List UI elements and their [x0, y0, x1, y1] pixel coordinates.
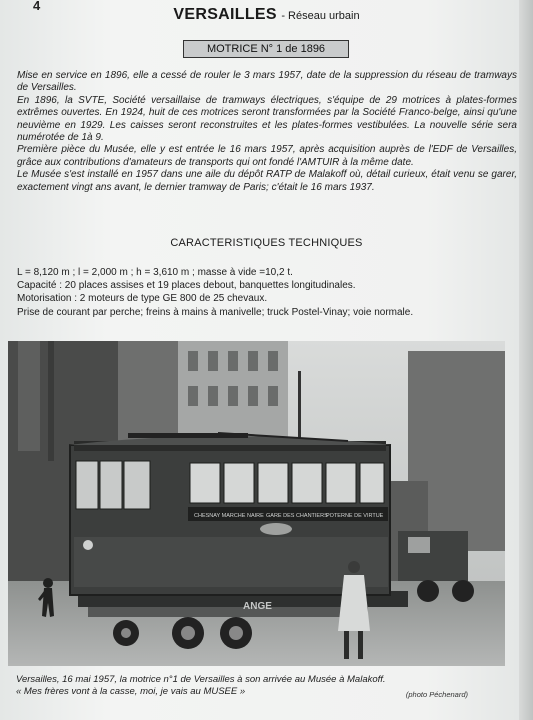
spec-line: Motorisation : 2 moteurs de type GE 800 de 25 chevaux. [17, 293, 268, 305]
spec-line: Capacité : 20 places assises et 19 places debout, banquettes longitudinales. [17, 280, 356, 292]
photo-credit: (photo Péchenard) [405, 690, 468, 699]
intro-paragraph: Mise en service en 1896, elle a cessé de rouler le 3 mars 1957, date de la suppression du réseau de tramways de Versailles. [17, 70, 517, 94]
trailer-text: ANGE [243, 601, 272, 612]
tram-photo-illustration [8, 341, 505, 666]
page-number: 4 [33, 0, 41, 13]
title-main: VERSAILLES [173, 6, 277, 23]
page-edge [519, 0, 533, 720]
tram-board-left: CHESNAY MARCHE NAIRE [194, 513, 264, 519]
intro-paragraph: Première pièce du Musée, elle y est entrée le 16 mars 1957, après acquisition auprès de l'EDF de Versailles, grâce aux contributions d'amateurs de transports qui ont fondé l'AMTUIR à la même date. [17, 144, 517, 168]
tram-photo [8, 341, 505, 666]
intro-text [17, 70, 517, 194]
document-title [0, 6, 533, 24]
vehicle-badge: MOTRICE N° 1 de 1896 [183, 40, 349, 58]
tram-board-mid: GARE DES CHANTIERS [266, 513, 328, 519]
intro-paragraph: En 1896, la SVTE, Société versaillaise de tramways électriques, s'équipe de 29 motrices à plates-formes extrêmes ouvertes. En 1924, huit de ces motrices seront transformées par la Société Franco-belge, ainsi qu'une neuvième en 1929. Les caisses seront reconstruites et les plates-formes vestibulées. La nouvelle série sera numérotée de 1à 9. [17, 94, 517, 144]
intro-paragraph: Le Musée s'est installé en 1957 dans une aile du dépôt RATP de Malakoff où, détail curieux, était venu se garer, exactement vingt ans avant, le dernier tramway de Paris; c'était le 16 mars 1937. [17, 169, 517, 193]
tram-board-right: POTERNE DE VIRTUE [326, 513, 384, 519]
title-subtitle: - Réseau urbain [281, 10, 360, 22]
caption-line: « Mes frères vont à la casse, moi, je vais au MUSEE » [16, 686, 246, 697]
tech-heading: CARACTERISTIQUES TECHNIQUES [170, 237, 363, 249]
spec-line: L = 8,120 m ; l = 2,000 m ; h = 3,610 m ; masse à vide =10,2 t. [17, 267, 293, 278]
caption-line: Versailles, 16 mai 1957, la motrice n°1 de Versailles à son arrivée au Musée à Malakoff. [16, 674, 386, 685]
spec-line: Prise de courant par perche; freins à mains à manivelle; truck Postel-Vinay; voie normale. [17, 306, 414, 318]
tech-specs [17, 266, 517, 319]
